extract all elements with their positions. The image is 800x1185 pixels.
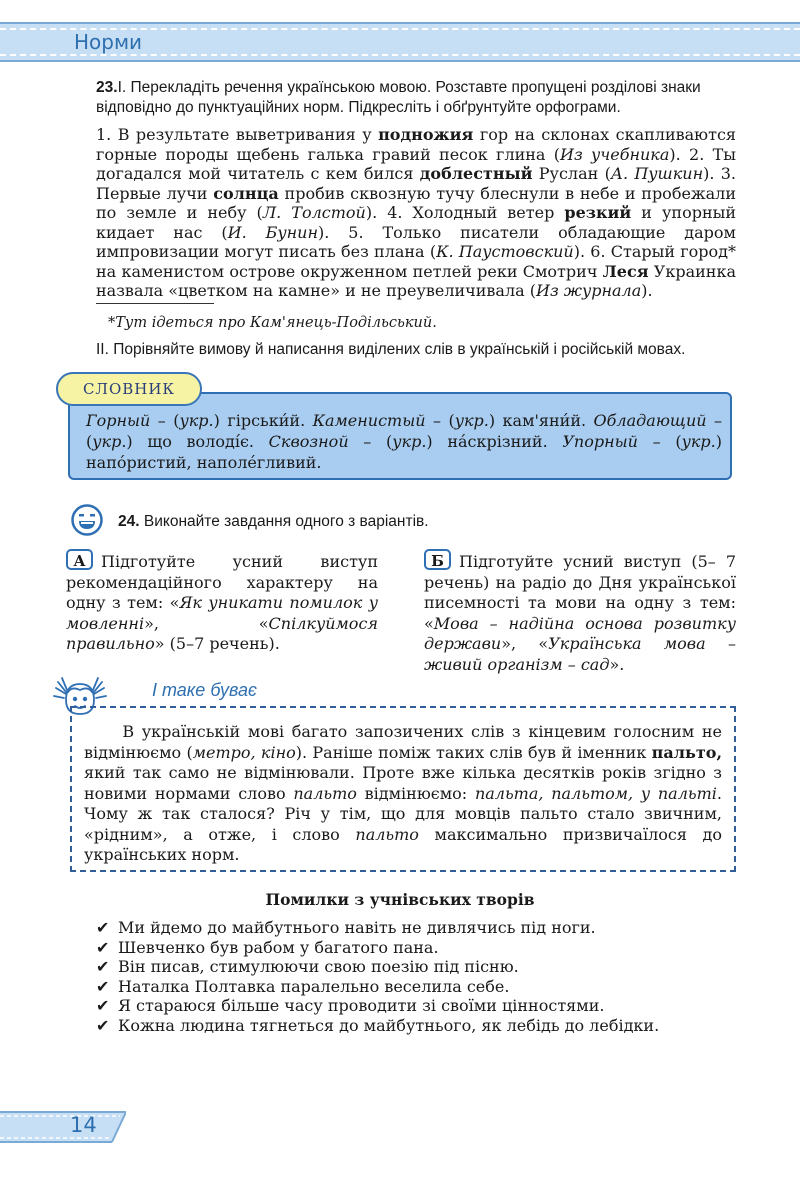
footer-band — [0, 1110, 126, 1144]
exercise-23-part2: ІІ. Порівняйте вимову й написання виділених слів в українській і російській мовах. — [96, 341, 686, 358]
list-item: ✔ Шевченко був рабом у багатого пана. — [96, 937, 439, 957]
check-icon: ✔ — [96, 937, 110, 957]
task-text: І. Перекладіть речення українською мовою. Розставте пропущені розділові знаки відповідно до пунктуаційних норм. Підкресліть і обґрунтуйте орфограми. — [96, 79, 701, 116]
footnote: *Тут ідеться про Кам'янець-Подільський. — [108, 315, 437, 331]
fact-title: І таке буває — [152, 680, 257, 700]
errors-title: Помилки з учнівських творів — [265, 890, 535, 909]
page-number: 14 — [70, 1113, 97, 1137]
list-item: ✔ Я стараюся більше часу проводити зі своїми цінностями. — [96, 996, 605, 1015]
list-item: ✔ Кожна людина тягнеться до майбутнього, як лебідь до лебідки. — [96, 1015, 660, 1035]
check-icon: ✔ — [96, 1015, 110, 1035]
exercise-23-task — [96, 78, 736, 118]
dictionary-text: Горный – (укр.) гірськи́й. Каменистый – (укр.) кам'яни́й. Обладающий – (укр.) що володі́є. Сквозной – (укр.) на́скрізний. Упорный – (укр.) напо́ристий, наполе́гливий. — [86, 411, 722, 472]
check-icon: ✔ — [96, 976, 110, 996]
exercise-number: 24. — [118, 513, 140, 530]
dictionary-label: СЛОВНИК — [56, 372, 202, 406]
check-icon: ✔ — [96, 996, 110, 1015]
exercise-number: 23. — [96, 79, 118, 96]
check-icon: ✔ — [96, 918, 110, 937]
variant-a: А Підготуйте усний виступ рекомендаційного характеру на одну з тем: «Як уникати помилок у мовленні», «Спілкуймося правильно» (5–7 речень). — [66, 549, 378, 655]
header-band — [0, 22, 800, 62]
exercise-23-sentences: 1. В результате выветривания у подножия гор на склонах скапливаются горные породы щебень галька гравий песок глина (Из учебника). 2. Ты догадался мой читатель с кем бился доблестный Руслан (А. Пушкин). 3. Первые лучи солнца пробив сквозную тучу блеснули в небе и пробежали по земле и небу (Л. Толстой). 4. Холодный ветер резкий и упорный кидает нас (И. Бунин). 5. Только писатели обладающие даром импровизации могут писать без плана (К. Паустовский). 6. Старый город* на каменистом острове окруженном петлей реки Смотрич Леся Украинка назвала «цветком на камне» и не преувеличивала (Из журнала). — [96, 125, 737, 300]
task-text: Виконайте завдання одного з варіантів. — [139, 513, 429, 530]
list-item: ✔ Він писав, стимулюючи свою поезію під пісню. — [96, 957, 519, 976]
variant-b-badge: Б — [424, 549, 451, 570]
smiley-icon — [71, 504, 103, 536]
section-title: Норми — [74, 30, 143, 54]
fact-text: В українській мові багато запозичених слів з кінцевим голосним не відмінюємо (метро, кіно). Раніше поміж таких слів був й іменник пальто, який так само не відмінювали. Проте вже кілька десятків років згідно з новими нормами слово пальто відмінюємо: пальта, пальтом, у пальті. Чому ж так сталося? Річ у тім, що для мовців пальто стало звичним, «рідним», а отже, і слово пальто максимально призвичаїлося до українських норм. — [84, 722, 723, 864]
footnote-divider — [96, 303, 214, 304]
header-dash-bottom — [0, 54, 800, 56]
list-item: ✔ Наталка Полтавка паралельно веселила себе. — [96, 976, 510, 996]
list-item: ✔ Ми йдемо до майбутнього навіть не дивлячись під ноги. — [96, 918, 596, 937]
errors-list — [96, 918, 736, 1035]
exercise-24-task — [118, 513, 429, 531]
variant-b: Б Підготуйте усний виступ (5– 7 речень) на радіо до Дня української писемності та мови на одну з тем: «Мова – надійна основа розвитку держави», «Українська мова – живий організм – сад». — [424, 549, 736, 675]
check-icon: ✔ — [96, 957, 110, 976]
variant-a-badge: А — [66, 549, 93, 570]
